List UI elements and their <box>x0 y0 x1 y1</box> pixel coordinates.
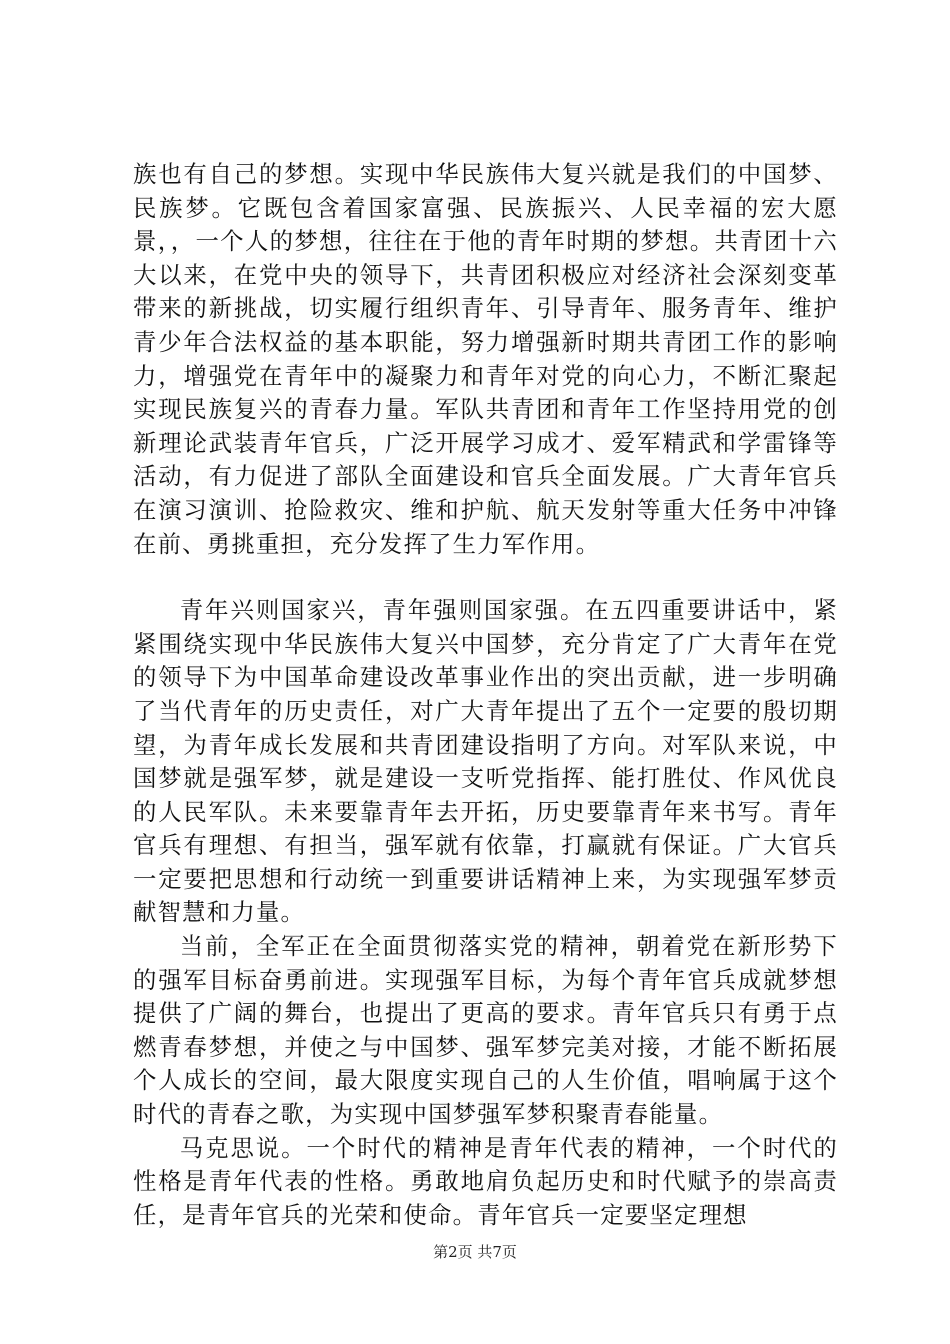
document-body <box>133 158 838 1232</box>
page-number-footer: 第2页 共7页 <box>433 1243 517 1261</box>
paragraph-4: 马克思说。一个时代的精神是青年代表的精神，一个时代的性格是青年代表的性格。勇敢地肩负起历史和时代赋予的崇高责任，是青年官兵的光荣和使命。青年官兵一定要坚定理想 <box>133 1133 838 1229</box>
paragraph-2: 青年兴则国家兴，青年强则国家强。在五四重要讲话中，紧紧围绕实现中华民族伟大复兴中国梦，充分肯定了广大青年在党的领导下为中国革命建设改革事业作出的突出贡献，进一步明确了当代青年的历史责任，对广大青年提出了五个一定要的殷切期望，为青年成长发展和共青团建设指明了方向。对军队来说，中国梦就是强军梦，就是建设一支听党指挥、能打胜仗、作风优良的人民军队。未来要靠青年去开拓，历史要靠青年来书写。青年官兵有理想、有担当，强军就有依靠，打赢就有保证。广大官兵一定要把思想和行动统一到重要讲话精神上来，为实现强军梦贡献智慧和力量。 <box>133 596 838 927</box>
paragraph-1: 族也有自己的梦想。实现中华民族伟大复兴就是我们的中国梦、民族梦。它既包含着国家富强、民族振兴、人民幸福的宏大愿景，，一个人的梦想，往往在于他的青年时期的梦想。共青团十六大以来，在党中央的领导下，共青团积极应对经济社会深刻变革带来的新挑战，切实履行组织青年、引导青年、服务青年、维护青少年合法权益的基本职能，努力增强新时期共青团工作的影响力，增强党在青年中的凝聚力和青年对党的向心力，不断汇聚起实现民族复兴的青春力量。军队共青团和青年工作坚持用党的创新理论武装青年官兵，广泛开展学习成才、爱军精武和学雷锋等活动，有力促进了部队全面建设和官兵全面发展。广大青年官兵在演习演训、抢险救灾、维和护航、航天发射等重大任务中冲锋在前、勇挑重担，充分发挥了生力军作用。 <box>133 160 838 558</box>
paragraph-3: 当前，全军正在全面贯彻落实党的精神，朝着党在新形势下的强军目标奋勇前进。实现强军目标，为每个青年官兵成就梦想提供了广阔的舞台，也提出了更高的要求。青年官兵只有勇于点燃青春梦想，并使之与中国梦、强军梦完美对接，才能不断拓展个人成长的空间，最大限度实现自己的人生价值，唱响属于这个时代的青春之歌，为实现中国梦强军梦积聚青春能量。 <box>133 932 838 1129</box>
paragraph-gap <box>133 561 838 594</box>
